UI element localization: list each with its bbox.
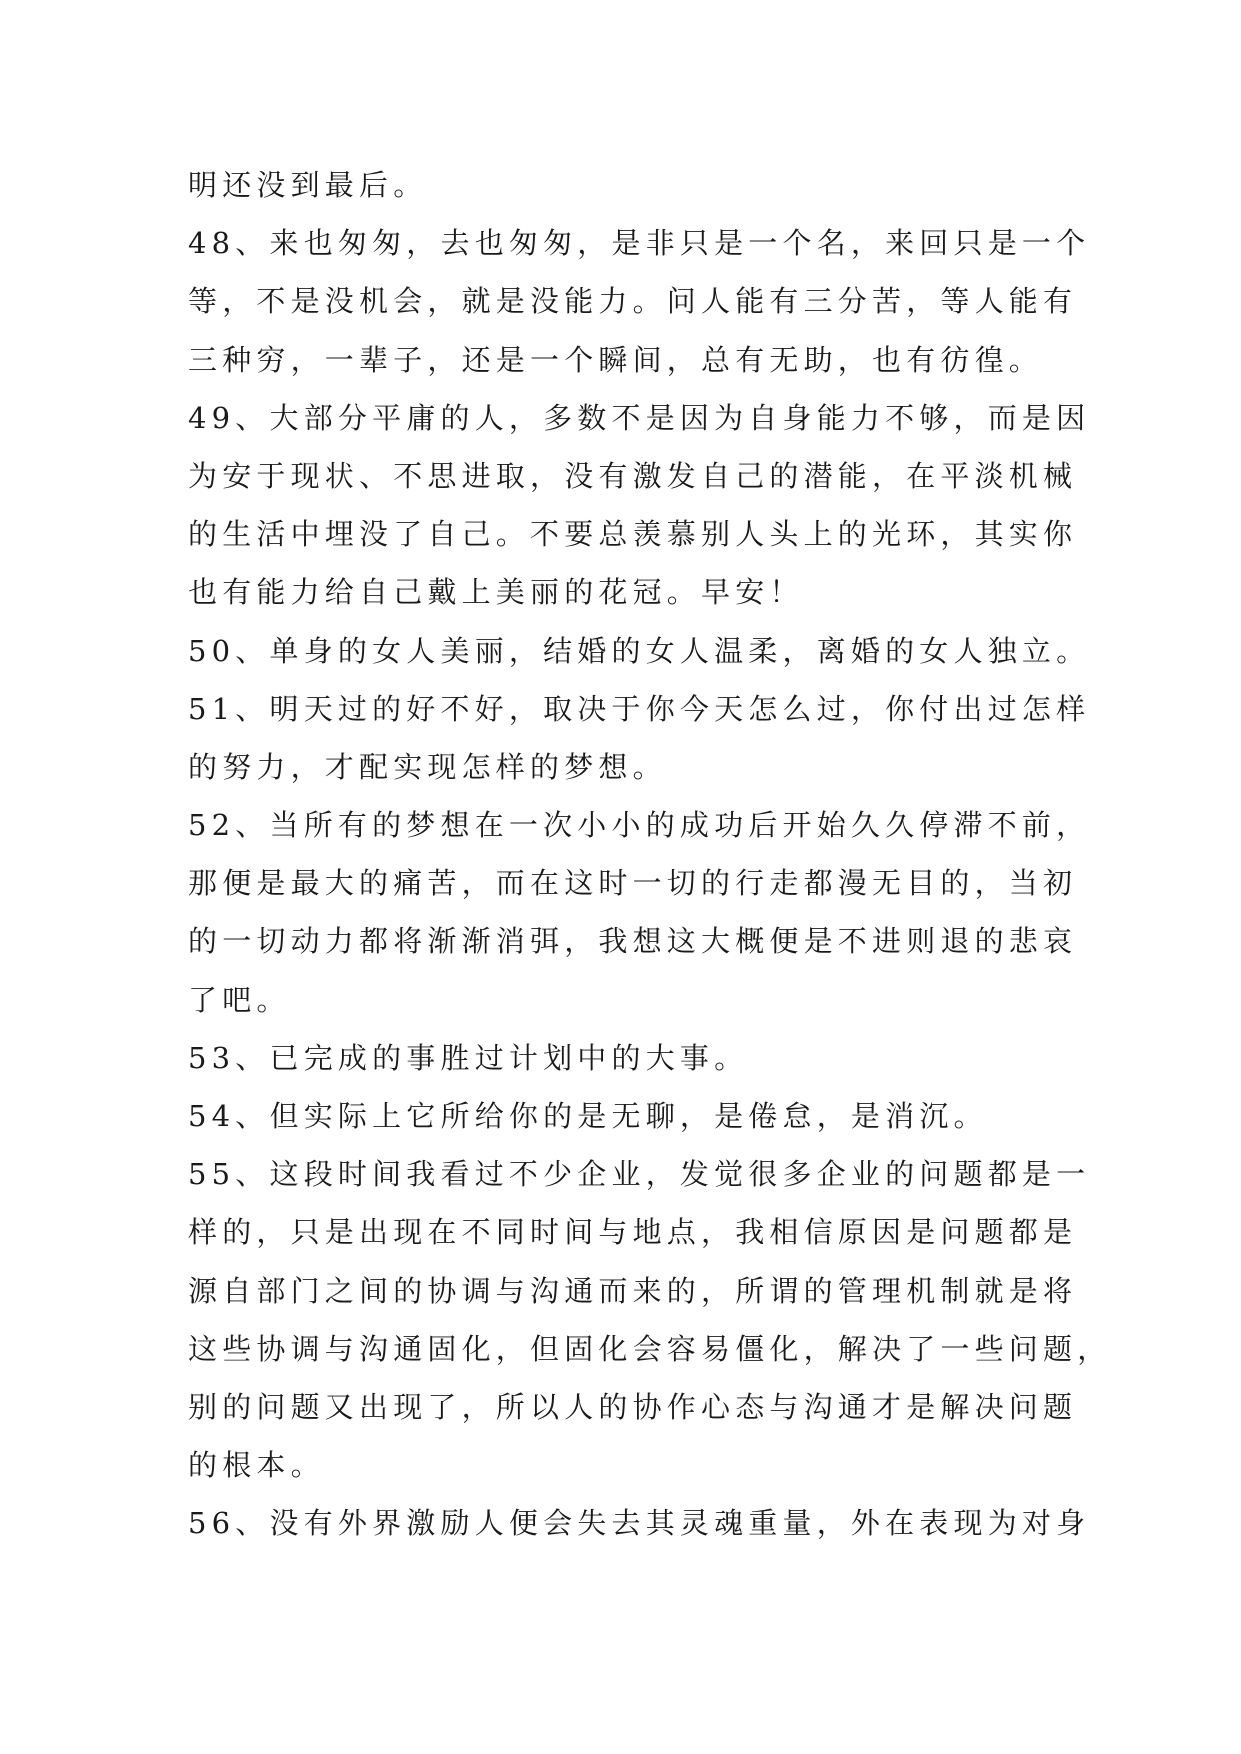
text-line: 48、来也匆匆，去也匆匆，是非只是一个名，来回只是一个 xyxy=(188,226,1091,261)
text-line: 源自部门之间的协调与沟通而来的，所谓的管理机制就是将 xyxy=(188,1273,1078,1308)
body-text xyxy=(188,156,1112,1553)
text-line: 这些协调与沟通固化，但固化会容易僵化，解决了一些问题， xyxy=(188,1331,1112,1366)
text-line: 也有能力给自己戴上美丽的花冠。早安！ xyxy=(188,575,804,610)
text-line: 的生活中埋没了自己。不要总羡慕别人头上的光环，其实你 xyxy=(188,517,1078,552)
text-line: 的努力，才配实现怎样的梦想。 xyxy=(188,749,667,784)
text-line: 51、明天过的好不好，取决于你今天怎么过，你付出过怎样 xyxy=(188,691,1091,726)
text-line: 54、但实际上它所给你的是无聊，是倦怠，是消沉。 xyxy=(188,1099,988,1133)
text-line: 别的问题又出现了，所以人的协作心态与沟通才是解决问题 xyxy=(188,1389,1078,1424)
text-line: 样的，只是出现在不同时间与地点，我相信原因是问题都是 xyxy=(188,1215,1078,1250)
text-line: 的根本。 xyxy=(188,1448,325,1483)
text-line: 等，不是没机会，就是没能力。问人能有三分苦，等人能有 xyxy=(188,284,1078,319)
text-line: 52、当所有的梦想在一次小小的成功后开始久久停滞不前， xyxy=(188,808,1091,843)
text-line: 53、已完成的事胜过计划中的大事。 xyxy=(188,1040,749,1075)
text-line: 为安于现状、不思进取，没有激发自己的潜能，在平淡机械 xyxy=(188,458,1078,493)
text-line: 那便是最大的痛苦，而在这时一切的行走都漫无目的，当初 xyxy=(188,866,1078,901)
text-line: 明还没到最后。 xyxy=(188,168,428,202)
text-line: 55、这段时间我看过不少企业，发觉很多企业的问题都是一 xyxy=(188,1157,1091,1192)
text-line: 的一切动力都将渐渐消弭，我想这大概便是不进则退的悲哀 xyxy=(188,924,1078,959)
text-line: 56、没有外界激励人便会失去其灵魂重量，外在表现为对身 xyxy=(188,1506,1091,1541)
text-line: 了吧。 xyxy=(188,982,291,1017)
text-line: 三种穷，一辈子，还是一个瞬间，总有无助，也有彷徨。 xyxy=(188,342,1044,377)
text-line: 49、大部分平庸的人，多数不是因为自身能力不够，而是因 xyxy=(188,400,1091,435)
text-line: 50、单身的女人美丽，结婚的女人温柔，离婚的女人独立。 xyxy=(188,633,1091,668)
